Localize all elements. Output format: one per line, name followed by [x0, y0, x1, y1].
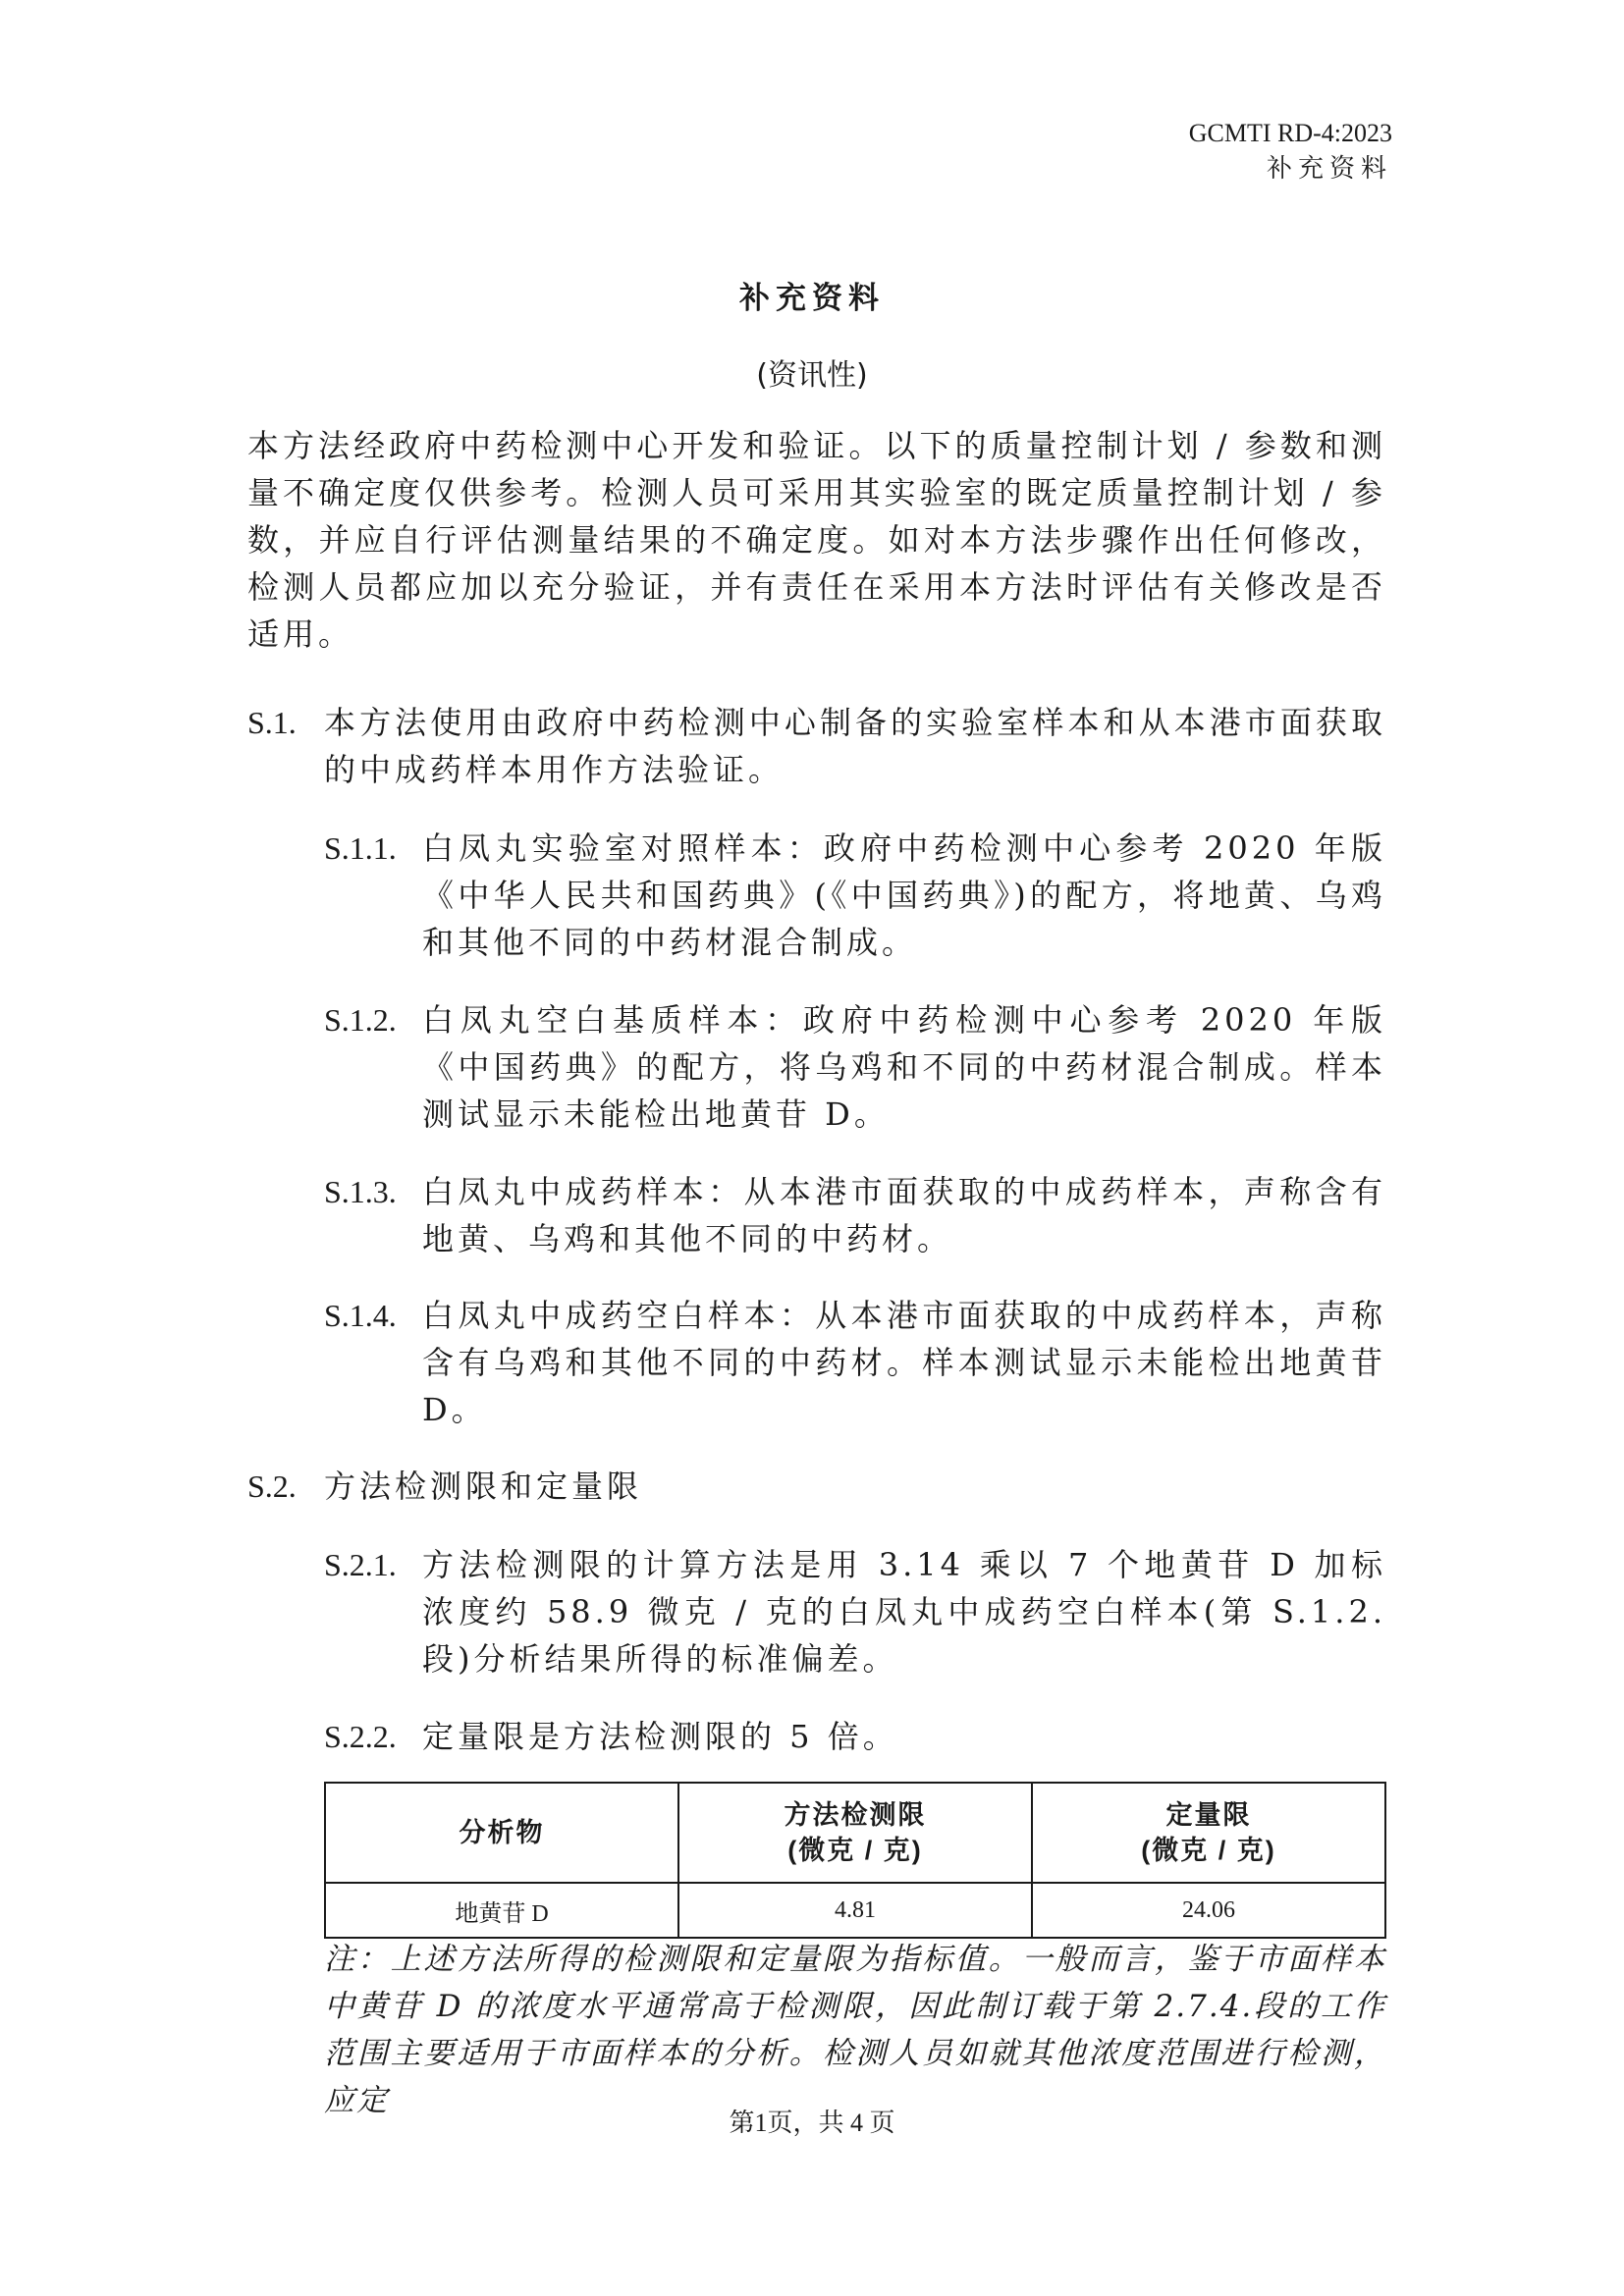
- table-cell-loq: 24.06: [1032, 1883, 1385, 1938]
- section-s1-1: [324, 825, 1386, 966]
- section-number: S.1.3.: [324, 1174, 397, 1209]
- section-s2-1: [324, 1541, 1386, 1682]
- column-header-label: 分析物: [459, 1818, 545, 1847]
- document-id: GCMTI RD-4:2023: [1188, 119, 1392, 147]
- section-s1-4: [324, 1292, 1386, 1433]
- section-number: S.1.1.: [324, 830, 397, 866]
- section-text: 白凤丸中成药空白样本：从本港市面获取的中成药样本，声称含有乌鸡和其他不同的中药材。样本测试显示未能检出地黄苷 D。: [422, 1297, 1386, 1428]
- section-number: S.2.2.: [324, 1719, 397, 1754]
- table-note: 注：上述方法所得的检测限和定量限为指标值。一般而言，鉴于市面样本中黄苷 D 的浓度水平通常高于检测限，因此制订载于第 2.7.4.段的工作范围主要适用于市面样本的分析。检测人员如就其他浓度范围进行检测，应定: [324, 1942, 1386, 2118]
- intro-paragraph: 本方法经政府中药检测中心开发和验证。以下的质量控制计划 / 参数和测量不确定度仅供参考。检测人员可采用其实验室的既定质量控制计划 / 参数，并应自行评估测量结果的不确定度。如对本方法步骤作出任何修改，检测人员都应加以充分验证，并有责任在采用本方法时评估有关修改是否适用。: [247, 427, 1386, 653]
- column-header-mdl: [678, 1783, 1032, 1883]
- section-s1: [247, 699, 1386, 793]
- column-header-label: 方法检测限: [784, 1800, 927, 1830]
- section-text: 方法检测限和定量限: [324, 1468, 643, 1505]
- column-header-unit: (微克 / 克): [787, 1836, 923, 1865]
- column-header-label: 定量限: [1165, 1800, 1252, 1830]
- page-title: 补充资料: [739, 281, 885, 316]
- section-text: 白凤丸中成药样本：从本港市面获取的中成药样本，声称含有地黄、乌鸡和其他不同的中药材。: [422, 1173, 1386, 1257]
- section-text: 定量限是方法检测限的 5 倍。: [422, 1718, 898, 1755]
- section-text: 白凤丸实验室对照样本：政府中药检测中心参考 2020 年版《中华人民共和国药典》(《中国药典》)的配方，将地黄、乌鸡和其他不同的中药材混合制成。: [422, 829, 1386, 961]
- table-header-row: [325, 1783, 1385, 1883]
- section-number: S.1.2.: [324, 1002, 397, 1038]
- section-number: S.1.4.: [324, 1298, 397, 1333]
- column-header-unit: (微克 / 克): [1141, 1836, 1276, 1865]
- section-s1-3: [324, 1168, 1386, 1262]
- section-s1-2: [324, 996, 1386, 1138]
- header-label: 补充资料: [1266, 154, 1392, 183]
- detection-limit-table: [324, 1782, 1386, 1939]
- column-header-analyte: [325, 1783, 678, 1883]
- table-cell-analyte: 地黄苷 D: [325, 1883, 678, 1938]
- section-number: S.2.1.: [324, 1547, 397, 1582]
- section-s2-2: [324, 1713, 1386, 1760]
- page-footer: 第1页，共 4 页: [729, 2109, 895, 2137]
- section-text: 方法检测限的计算方法是用 3.14 乘以 7 个地黄苷 D 加标浓度约 58.9 微克 / 克的白凤丸中成药空白样本(第 S.1.2.段)分析结果所得的标准偏差。: [422, 1546, 1386, 1678]
- section-number: S.1.: [247, 705, 297, 740]
- table-cell-mdl: 4.81: [678, 1883, 1032, 1938]
- page-subtitle: (资讯性): [756, 358, 868, 393]
- table-row: [325, 1883, 1385, 1938]
- page-header: [1189, 116, 1392, 187]
- section-text: 本方法使用由政府中药检测中心制备的实验室样本和从本港市面获取的中成药样本用作方法验证。: [324, 704, 1386, 788]
- section-number: S.2.: [247, 1468, 297, 1504]
- section-s2: [247, 1463, 1386, 1510]
- section-text: 白凤丸空白基质样本：政府中药检测中心参考 2020 年版《中国药典》的配方，将乌鸡和不同的中药材混合制成。样本测试显示未能检出地黄苷 D。: [422, 1001, 1386, 1133]
- column-header-loq: [1032, 1783, 1385, 1883]
